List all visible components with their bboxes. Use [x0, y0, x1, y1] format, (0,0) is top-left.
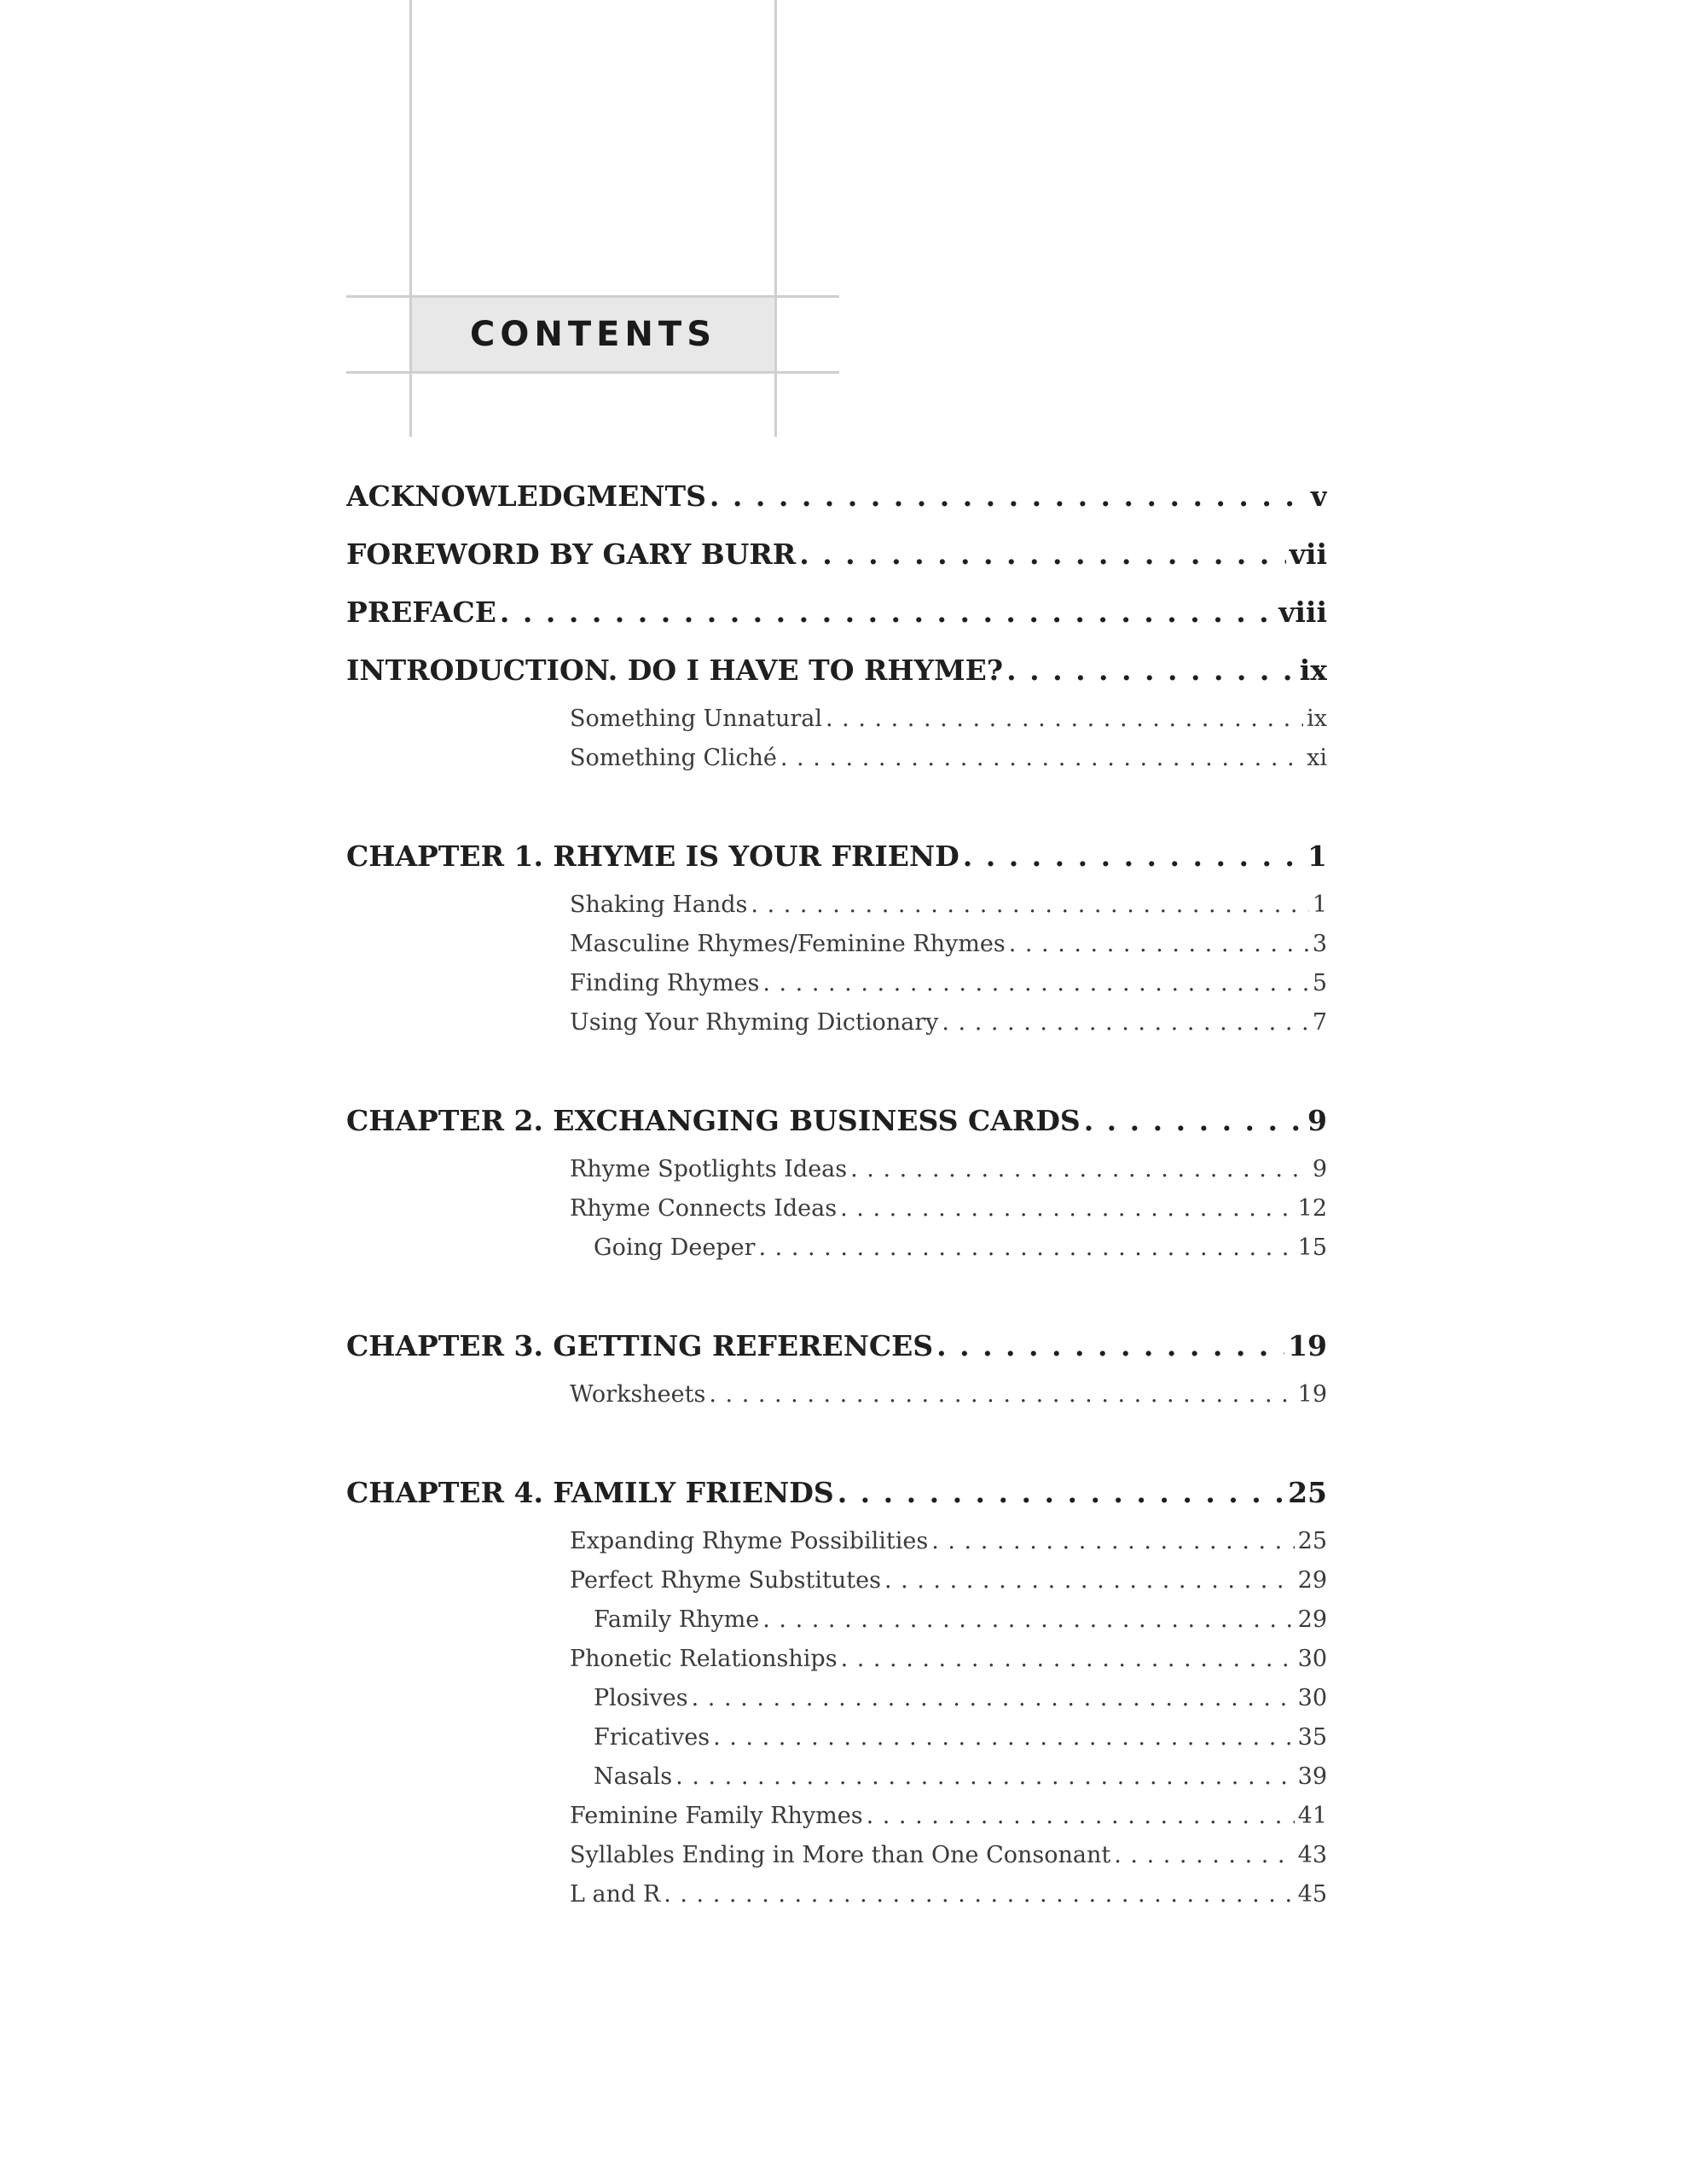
- dot-leader: [799, 526, 1286, 584]
- toc-entry-label: CHAPTER 4. FAMILY FRIENDS: [346, 1476, 834, 1509]
- toc-subsubentry[interactable]: [346, 1679, 1327, 1718]
- toc-subentry[interactable]: [346, 700, 1327, 739]
- toc-entry-page: 19: [1288, 1329, 1327, 1362]
- toc-entry-label: Using Your Rhyming Dictionary: [570, 1009, 939, 1036]
- toc-subentry[interactable]: [346, 886, 1327, 925]
- toc-entry-label: CHAPTER 3. GETTING REFERENCES: [346, 1329, 934, 1362]
- toc-entry-label: ACKNOWLEDGMENTS: [346, 479, 706, 513]
- dot-leader: [838, 1464, 1284, 1522]
- toc-entry-page: 25: [1288, 1476, 1327, 1509]
- dot-leader: [710, 468, 1307, 526]
- toc-subentry[interactable]: [346, 1522, 1327, 1561]
- dot-leader: [762, 1600, 1294, 1640]
- toc-subsubentry[interactable]: [346, 1757, 1327, 1797]
- dot-leader: [963, 828, 1304, 886]
- toc-subentry[interactable]: [346, 925, 1327, 964]
- toc-entry-introduction[interactable]: [346, 642, 1327, 700]
- toc-subentry[interactable]: [346, 1836, 1327, 1875]
- toc-entry-page: 29: [1297, 1567, 1327, 1594]
- toc-entry-label: Worksheets: [570, 1381, 706, 1408]
- toc-entry-page: 1: [1312, 892, 1327, 918]
- toc-entry-page: 30: [1297, 1685, 1327, 1711]
- contents-header-box: [412, 298, 774, 371]
- toc-entry-page: 35: [1297, 1724, 1327, 1751]
- toc-subentry[interactable]: [346, 1640, 1327, 1679]
- toc-subsubentry[interactable]: [346, 1600, 1327, 1640]
- dot-leader: [840, 1189, 1295, 1228]
- dot-leader: [692, 1679, 1295, 1718]
- toc-entry-page: v: [1310, 479, 1327, 513]
- toc-entry-page: 25: [1297, 1528, 1327, 1554]
- dot-leader: [780, 739, 1303, 778]
- toc-subentry[interactable]: [346, 739, 1327, 778]
- dot-leader: [850, 1150, 1309, 1189]
- toc-entry-label: Expanding Rhyme Possibilities: [570, 1528, 929, 1554]
- toc-subsubentry[interactable]: [346, 1718, 1327, 1757]
- toc-entry-label: Fricatives: [594, 1724, 710, 1751]
- toc-entry-label: Rhyme Connects Ideas: [570, 1195, 838, 1222]
- header-horizontal-rule-bottom: [346, 371, 839, 374]
- dot-leader: [500, 584, 1275, 642]
- toc-entry-label: Family Rhyme: [594, 1606, 760, 1633]
- dot-leader: [942, 1003, 1308, 1043]
- toc-subentry[interactable]: [346, 1875, 1327, 1914]
- table-of-contents: [346, 468, 1327, 1914]
- toc-entry-label: Going Deeper: [594, 1234, 756, 1261]
- dot-leader: [1114, 1836, 1294, 1875]
- toc-entry-label: L and R: [570, 1881, 661, 1908]
- toc-entry-page: 15: [1297, 1234, 1327, 1261]
- toc-entry-acknowledgments[interactable]: [346, 468, 1327, 526]
- toc-entry-page: 30: [1297, 1646, 1327, 1672]
- toc-entry-page: 43: [1297, 1842, 1327, 1868]
- toc-subsubentry[interactable]: [346, 1228, 1327, 1268]
- toc-entry-page: 19: [1297, 1381, 1327, 1408]
- section-gap: [346, 778, 1327, 828]
- toc-entry-page: 5: [1312, 970, 1327, 996]
- toc-entry-page: ix: [1299, 653, 1327, 687]
- dot-leader: [841, 1640, 1295, 1679]
- dot-leader: [759, 1228, 1295, 1268]
- toc-entry-label: CHAPTER 1. RHYME IS YOUR FRIEND: [346, 839, 959, 873]
- toc-subentry[interactable]: [346, 1797, 1327, 1836]
- toc-entry-page: 12: [1297, 1195, 1327, 1222]
- dot-leader: [931, 1522, 1294, 1561]
- dot-leader: [936, 1317, 1284, 1375]
- dot-leader: [1009, 925, 1309, 964]
- toc-entry-page: 3: [1312, 931, 1327, 957]
- toc-subentry[interactable]: [346, 1375, 1327, 1414]
- page-title: CONTENTS: [469, 315, 716, 354]
- toc-subentry[interactable]: [346, 1003, 1327, 1043]
- dot-leader: [713, 1718, 1295, 1757]
- section-gap: [346, 1268, 1327, 1317]
- toc-entry-label: INTRODUCTION. DO I HAVE TO RHYME?: [346, 653, 1004, 687]
- toc-entry-label: Perfect Rhyme Substitutes: [570, 1567, 881, 1594]
- toc-entry-foreword[interactable]: [346, 526, 1327, 584]
- toc-entry-page: 9: [1312, 1156, 1327, 1182]
- toc-entry-label: Something Cliché: [570, 745, 777, 771]
- toc-entry-preface[interactable]: [346, 584, 1327, 642]
- toc-entry-label: Masculine Rhymes/Feminine Rhymes: [570, 931, 1006, 957]
- dot-leader: [1006, 642, 1296, 700]
- toc-entry-page: 9: [1307, 1104, 1327, 1137]
- dot-leader: [1084, 1092, 1304, 1150]
- dot-leader: [664, 1875, 1294, 1914]
- toc-subentry[interactable]: [346, 1189, 1327, 1228]
- toc-entry-chapter-2[interactable]: [346, 1092, 1327, 1150]
- toc-entry-page: 7: [1312, 1009, 1327, 1036]
- toc-entry-chapter-4[interactable]: [346, 1464, 1327, 1522]
- toc-entry-label: FOREWORD BY GARY BURR: [346, 537, 797, 571]
- section-gap: [346, 1043, 1327, 1092]
- toc-entry-label: Nasals: [594, 1763, 673, 1790]
- toc-subentry[interactable]: [346, 964, 1327, 1003]
- toc-entry-page: 39: [1297, 1763, 1327, 1790]
- toc-entry-page: 41: [1297, 1803, 1327, 1829]
- toc-subentry[interactable]: [346, 1561, 1327, 1600]
- toc-entry-label: Something Unnatural: [570, 706, 822, 732]
- dot-leader: [675, 1757, 1294, 1797]
- dot-leader: [884, 1561, 1295, 1600]
- toc-entry-label: Syllables Ending in More than One Consonant: [570, 1842, 1111, 1868]
- dot-leader: [709, 1375, 1294, 1414]
- toc-entry-page: 29: [1297, 1606, 1327, 1633]
- toc-entry-page: ix: [1307, 706, 1327, 732]
- toc-entry-label: Plosives: [594, 1685, 688, 1711]
- toc-entry-page: 45: [1297, 1881, 1327, 1908]
- toc-entry-label: Rhyme Spotlights Ideas: [570, 1156, 848, 1182]
- toc-entry-chapter-1[interactable]: [346, 828, 1327, 886]
- toc-entry-label: Finding Rhymes: [570, 970, 760, 996]
- toc-entry-page: viii: [1278, 595, 1327, 629]
- toc-entry-label: Phonetic Relationships: [570, 1646, 838, 1672]
- toc-subentry[interactable]: [346, 1150, 1327, 1189]
- toc-entry-page: 1: [1307, 839, 1327, 873]
- section-gap: [346, 1414, 1327, 1464]
- toc-entry-label: Shaking Hands: [570, 892, 748, 918]
- dot-leader: [762, 964, 1308, 1003]
- dot-leader: [867, 1797, 1295, 1836]
- toc-entry-page: xi: [1307, 745, 1327, 771]
- toc-entry-chapter-3[interactable]: [346, 1317, 1327, 1375]
- dot-leader: [751, 886, 1308, 925]
- toc-entry-label: Feminine Family Rhymes: [570, 1803, 863, 1829]
- toc-entry-page: vii: [1289, 537, 1327, 571]
- toc-entry-label: PREFACE: [346, 595, 496, 629]
- toc-entry-label: CHAPTER 2. EXCHANGING BUSINESS CARDS: [346, 1104, 1081, 1137]
- dot-leader: [826, 700, 1303, 739]
